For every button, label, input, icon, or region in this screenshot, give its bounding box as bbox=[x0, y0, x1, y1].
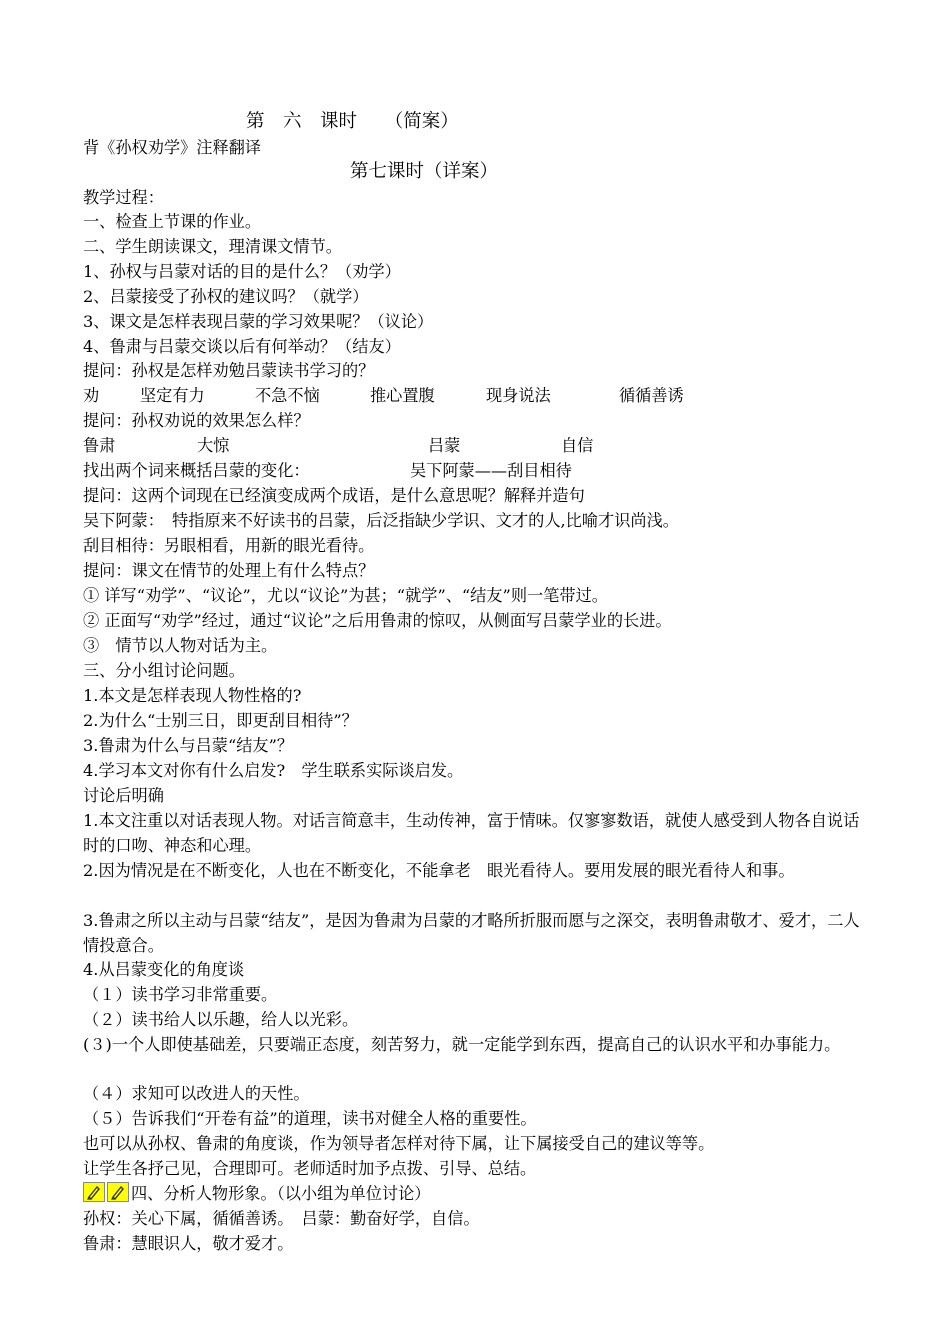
effect-item: 鲁肃 bbox=[83, 436, 116, 455]
idiom-2: 刮目相待：另眼相看，用新的眼光看待。 bbox=[83, 536, 375, 555]
answer-4-2: （２）读书给人以乐趣，给人以光彩。 bbox=[83, 1010, 359, 1029]
quan-item: 推心置腹 bbox=[370, 386, 435, 405]
quan-word: 劝 bbox=[83, 386, 100, 405]
step-4: 四、分析人物形象。（以小组为单位讨论） bbox=[131, 1184, 431, 1203]
answer-1: 1.本文注重以对话表现人物。对话言简意丰，生动传神，富于情味。仅寥寥数语，就使人感受到人物各自说话时的口吻、神态和心理。 bbox=[83, 811, 860, 855]
discussion-2: 2.为什么“士别三日，即更刮目相待”？ bbox=[83, 711, 358, 730]
change-value: 吴下阿蒙——刮目相待 bbox=[410, 461, 572, 480]
pencil-icon bbox=[83, 1182, 105, 1202]
answer-4: 4.从吕蒙变化的角度谈 bbox=[83, 960, 245, 979]
question-4: 4、鲁肃与吕蒙交谈以后有何举动？（结友） bbox=[83, 337, 401, 356]
lesson7-title: 第七课时（详案） bbox=[350, 161, 499, 182]
feature-1: ① 详写“劝学”、“议论”，尤以“议论”为甚；“就学”、“结友”则一笔带过。 bbox=[83, 586, 608, 605]
question-2: 2、吕蒙接受了孙权的建议吗？（就学） bbox=[83, 287, 369, 306]
ask-3: 提问：这两个词现在已经演变成两个成语，是什么意思呢？解释并造句 bbox=[83, 486, 585, 505]
answer-3: 3.鲁肃之所以主动与吕蒙“结友”，是因为鲁肃为吕蒙的才略所折服而愿与之深交，表明鲁肃敬才、爱才，二人情投意合。 bbox=[83, 911, 860, 955]
process-label: 教学过程： bbox=[83, 188, 164, 207]
lesson6-title: 第 六 课时 （简案） bbox=[246, 111, 459, 132]
answer-2: 2.因为情况是在不断变化，人也在不断变化，不能拿老 眼光看待人。要用发展的眼光看待人和事。 bbox=[83, 861, 795, 880]
character-1: 孙权：关心下属，循循善诱。 吕蒙：勤奋好学，自信。 bbox=[83, 1209, 480, 1228]
character-2: 鲁肃：慧眼识人，敬才爱才。 bbox=[83, 1234, 294, 1253]
discussion-3: 3.鲁肃为什么与吕蒙“结友”？ bbox=[83, 736, 294, 755]
quan-item: 坚定有力 bbox=[140, 386, 205, 405]
step-3: 三、分小组讨论问题。 bbox=[83, 661, 245, 680]
effect-item: 吕蒙 bbox=[428, 436, 461, 455]
discussion-1: 1.本文是怎样表现人物性格的? bbox=[83, 686, 302, 705]
feature-2: ② 正面写“劝学”经过，通过“议论”之后用鲁肃的惊叹，从侧面写吕蒙学业的长进。 bbox=[83, 611, 672, 630]
quan-item: 不急不恼 bbox=[255, 386, 320, 405]
clarify-label: 讨论后明确 bbox=[83, 786, 164, 805]
change-label: 找出两个词来概括吕蒙的变化： bbox=[83, 461, 310, 480]
quan-item: 现身说法 bbox=[486, 386, 551, 405]
answer-4-1: （１）读书学习非常重要。 bbox=[83, 985, 278, 1004]
pencil-icon bbox=[107, 1182, 129, 1202]
answer-4-4: （４）求知可以改进人的天性。 bbox=[83, 1084, 310, 1103]
idiom-1: 吴下阿蒙： 特指原来不好读书的吕蒙，后泛指缺少学识、文才的人,比喻才识尚浅。 bbox=[83, 511, 679, 530]
change-row bbox=[83, 459, 872, 483]
ask-4: 提问：课文在情节的处理上有什么特点？ bbox=[83, 561, 375, 580]
answer-4-5: （５）告诉我们“开卷有益”的道理，读书对健全人格的重要性。 bbox=[83, 1109, 537, 1128]
feature-3: ③ 情节以人物对话为主。 bbox=[83, 636, 278, 655]
effect-item: 大惊 bbox=[197, 436, 230, 455]
answer-4-3: (３)一个人即使基础差，只要端正态度，刻苦努力，就一定能学到东西，提高自己的认识水平和办事能力。 bbox=[83, 1035, 841, 1054]
step-1: 一、检查上节课的作业。 bbox=[83, 212, 262, 231]
effect-item: 自信 bbox=[561, 436, 594, 455]
step-2: 二、学生朗读课文，理清课文情节。 bbox=[83, 237, 342, 256]
quan-item: 循循善诱 bbox=[619, 386, 684, 405]
question-3: 3、课文是怎样表现吕蒙的学习效果呢？（议论） bbox=[83, 312, 434, 331]
step-4-row bbox=[83, 1182, 872, 1206]
question-1: 1、孙权与吕蒙对话的目的是什么？（劝学） bbox=[83, 262, 401, 281]
lesson6-task: 背《孙权劝学》注释翻译 bbox=[83, 138, 262, 157]
discussion-4: 4.学习本文对你有什么启发? 学生联系实际谈启发。 bbox=[83, 761, 464, 780]
ask-1: 提问：孙权是怎样劝勉吕蒙读书学习的？ bbox=[83, 361, 375, 380]
ask-2: 提问：孙权劝说的效果怎么样？ bbox=[83, 411, 310, 430]
teacher-note: 让学生各抒己见，合理即可。老师适时加予点拨、引导、总结。 bbox=[83, 1159, 537, 1178]
also-note: 也可以从孙权、鲁肃的角度谈，作为领导者怎样对待下属，让下属接受自己的建议等等。 bbox=[83, 1134, 715, 1153]
